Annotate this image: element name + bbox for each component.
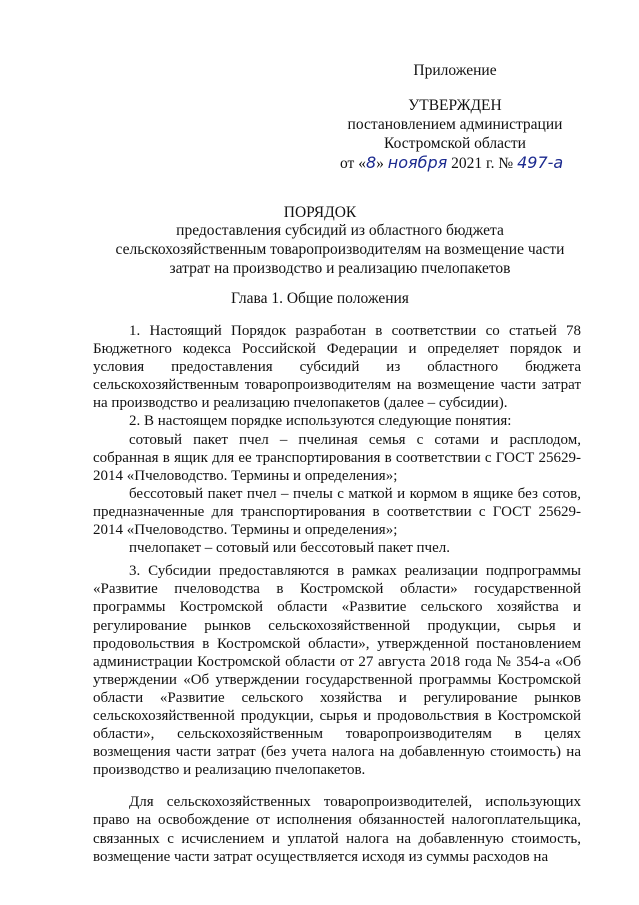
document-title: ПОРЯДОК (283, 204, 357, 221)
doc-number: 497-а (517, 153, 564, 172)
approved-label: УТВЕРЖДЕН (408, 97, 502, 114)
chapter-heading: Глава 1. Общие положения (231, 290, 409, 307)
paragraph-3: 3. Субсидии предоставляются в рамках реализации подпрограммы «Развитие пчеловодства в Костромской области» государственной программы Костромской области «Развитие сельского хозяйства и регулирование рынков сельскохозяйственной продукции, сырья и продовольствия в Костромской области», утвержденной постановлением администрации Костромской области от 27 августа 2018 года № 354-а «Об утверждении «Об утверждении государственной программы Костромской области «Развитие сельского хозяйства и регулирование рынков сельскохозяйственной продукции, сырья и продовольствия в Костромской области», сельскохозяйственным товаропроизводителям в целях возмещения части затрат (без учета налога на добавленную стоимость) на производство и реализацию пчелопакетов. (93, 563, 581, 779)
definition-honeycomb-package: сотовый пакет пчел – пчелиная семья с сотами и расплодом, собранная в ящик для ее транспортирования в соответствии с ГОСТ 25629-2014 «Пчеловодство. Термины и определения»; (93, 431, 581, 484)
definition-bee-package: пчелопакет – сотовый или бессотовый пакет пчел. (129, 540, 450, 557)
date-year: 2021 г. № (451, 155, 514, 172)
date-month: ноября (387, 153, 448, 172)
date-prefix: от « (340, 155, 366, 172)
definition-comb-free-package: бессотовый пакет пчел – пчелы с маткой и кормом в ящике без сотов, предназначенные для транспортирования в соответствии с ГОСТ 25629-2014 «Пчеловодство. Термины и определения»; (93, 485, 581, 539)
document-body (93, 322, 581, 866)
paragraph-1: 1. Настоящий Порядок разработан в соответствии со статьей 78 Бюджетного кодекса Российской Федерации и определяет порядок и условия предоставления субсидий из областного бюджета сельскохозяйственным товаропроизводителям на возмещение части затрат на производство и реализацию пчелопакетов (далее – субсидии). (93, 323, 581, 412)
date-mid: » (376, 155, 384, 172)
date-day: 8 (365, 153, 377, 172)
region-line: Костромской области (384, 135, 526, 152)
approved-by-line: постановлением администрации (347, 116, 563, 133)
date-line (340, 154, 590, 173)
document-subtitle: предоставления субсидий из областного бюджета сельскохозяйственным товаропроизводителям на возмещение части затрат на производство и реализацию пчелопакетов (115, 222, 565, 277)
appendix-label: Приложение (413, 62, 497, 79)
paragraph-vat: Для сельскохозяйственных товаропроизводителей, использующих право на освобождение от исполнения обязанностей налогоплательщика, связанных с исчислением и уплатой налога на добавленную стоимость, возмещение части затрат осуществляется исходя из суммы расходов на (93, 794, 581, 865)
paragraph-2: 2. В настоящем порядке используются следующие понятия: (129, 413, 512, 430)
